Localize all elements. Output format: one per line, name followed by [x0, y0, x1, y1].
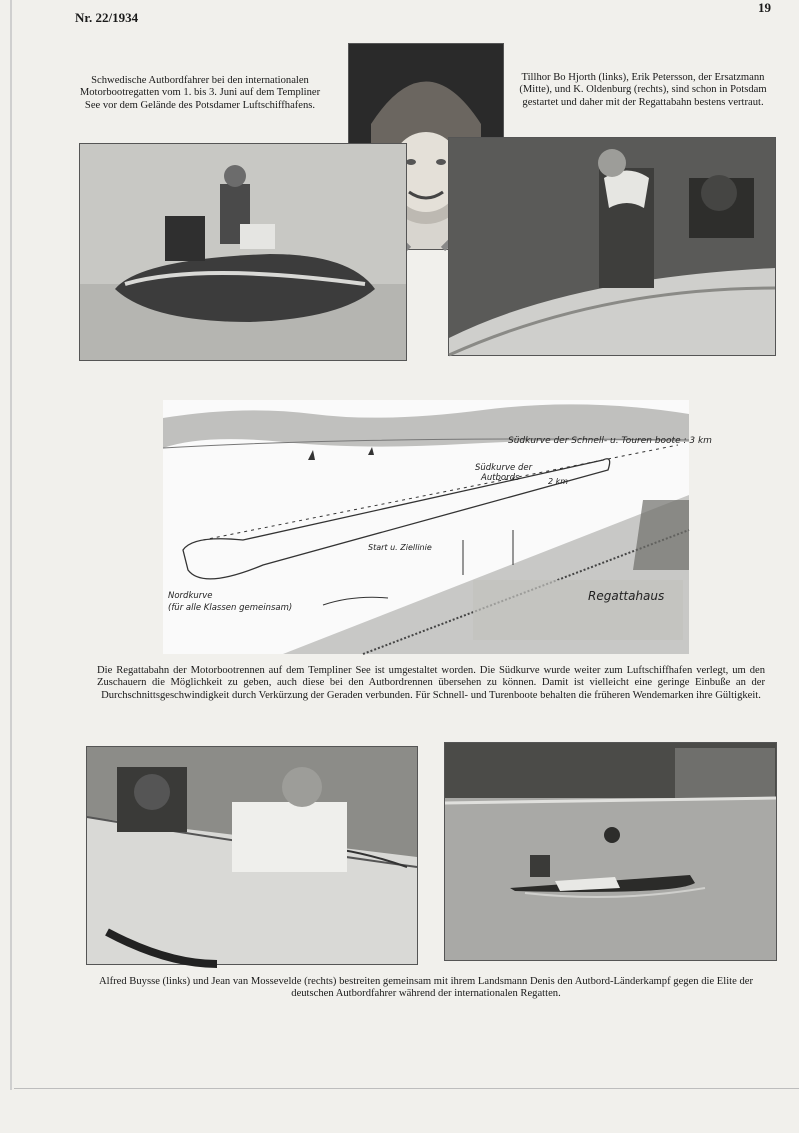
label-south-curve-outboards-2: Autbords: [481, 473, 520, 483]
label-south-curve-fast-boats: Südkurve der Schnell- u. Touren boote : 3 km: [508, 436, 712, 446]
page-binding-edge: [10, 0, 12, 1090]
label-north-curve-1: Nordkurve: [168, 591, 213, 601]
caption-swedish-drivers: Schwedische Autbordfahrer bei den internationalen Motorbootregatten vom 1. bis 3. Juni auf dem Templiner See vor dem Gelände des Potsdamer Luftschiffhafens.: [79, 75, 321, 111]
issue-number: Nr. 22/1934: [75, 10, 139, 25]
photo-driver-at-boat: [448, 137, 776, 356]
label-north-curve-2: (für alle Klassen gemeinsam): [168, 603, 293, 613]
caption-belgian-drivers: Alfred Buysse (links) und Jean van Mossevelde (rechts) bestreiten gemeinsam mit ihrem Landsmann Denis den Autbord-Länderkampf gegen die Elite der deutschen Autbordfahrer während der internationalen Regatten.: [99, 976, 753, 1000]
label-distance-2km: 2 km: [548, 477, 569, 486]
photo-belgian-driver-boat: [86, 746, 418, 965]
regatta-course-map: [163, 400, 712, 654]
caption-regatta-course: Die Regattabahn der Motorbootrennen auf dem Templiner See ist umgestaltet worden. Die Südkurve wurde weiter zum Luftschiffhafen verlegt, um den Zuschauern die Möglichkeit zu geben, auch diese bei den Autbordrennen übersehen zu können. Damit ist vielleicht eine geringe Einbuße an der Durchschnittsgeschwindigkeit durch Verkürzung der Geraden verbunden. Für Schnell- und Turenboote behalten die früheren Wendemarken ihre Gültigkeit.: [97, 665, 765, 701]
label-regattahaus: Regattahaus: [588, 589, 665, 603]
caption-swedish-names: Tillhor Bo Hjorth (links), Erik Petersson, der Ersatzmann (Mitte), und K. Oldenburg (rechts), sind schon in Potsdam gestartet und daher mit der Regattabahn bestens vertraut.: [519, 72, 767, 108]
photo-outboard-racing-lake: [444, 742, 777, 961]
label-south-curve-outboards-1: Südkurve der: [475, 463, 533, 473]
photo-swedish-outboard-boat: [79, 143, 407, 361]
label-start-finish: Start u. Ziellinie: [368, 543, 432, 552]
page-bottom-rule: [14, 1088, 799, 1089]
page-number: 19: [758, 0, 771, 15]
